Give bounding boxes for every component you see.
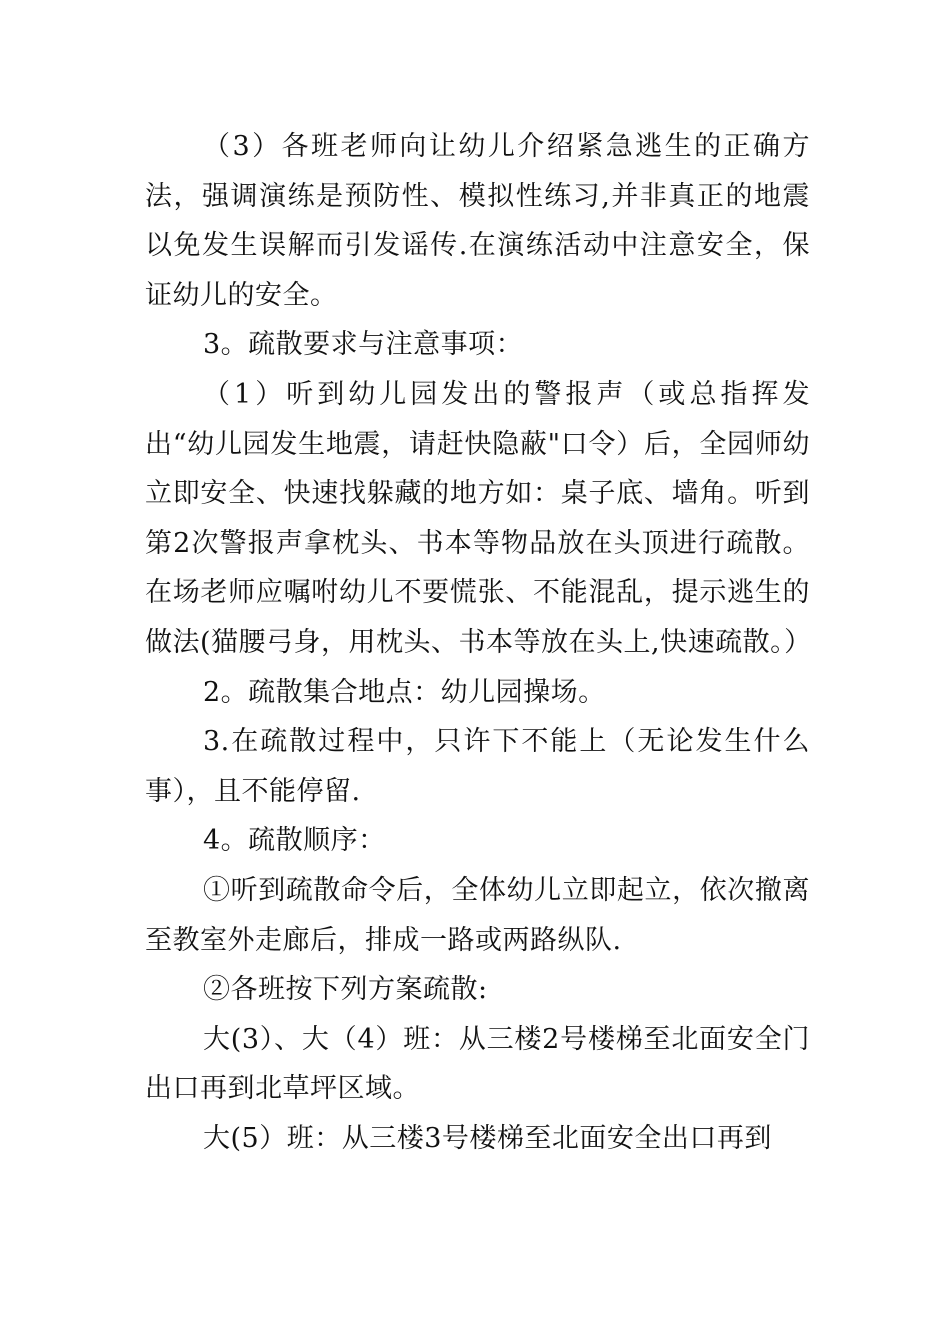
paragraph-teacher-instructions: （3）各班老师向让幼儿介绍紧急逃生的正确方法，强调演练是预防性、模拟性练习,并非真正的地震以免发生误解而引发谣传.在演练活动中注意安全，保证幼儿的安全。 xyxy=(145,131,810,311)
paragraph-order-step-2: ②各班按下列方案疏散: xyxy=(203,974,488,1006)
paragraph-assembly-point: 2。疏散集合地点：幼儿园操场。 xyxy=(203,676,606,708)
paragraph-class-route-1: 大(3）、大（4）班：从三楼2号楼梯至北面安全门出口再到北草坪区域。 xyxy=(145,1023,810,1105)
document-body xyxy=(145,122,810,1163)
paragraph-class-route-2: 大(5）班：从三楼3号楼梯至北面安全出口再到 xyxy=(203,1122,772,1154)
paragraph-evacuation-requirements-heading: 3。疏散要求与注意事项： xyxy=(203,329,524,361)
paragraph-evacuation-rule: 3.在疏散过程中，只许下不能上（无论发生什么事），且不能停留. xyxy=(145,726,810,807)
paragraph-evacuation-order-heading: 4。疏散顺序： xyxy=(203,825,386,857)
paragraph-alarm-response: （1）听到幼儿园发出的警报声（或总指挥发出“幼儿园发生地震，请赶快隐蔽"口令）后，全园师幼立即安全、快速找躲藏的地方如：桌子底、墙角。听到第2次警报声拿枕头、书本等物品放在头顶进行疏散。在场老师应嘱咐幼儿不要慌张、不能混乱，提示逃生的做法(猫腰弓身，用枕头、书本等放在头上,快速疏散。） xyxy=(145,378,812,658)
paragraph-order-step-1: ①听到疏散命令后，全体幼儿立即起立，依次撤离至教室外走廊后，排成一路或两路纵队. xyxy=(145,874,810,956)
